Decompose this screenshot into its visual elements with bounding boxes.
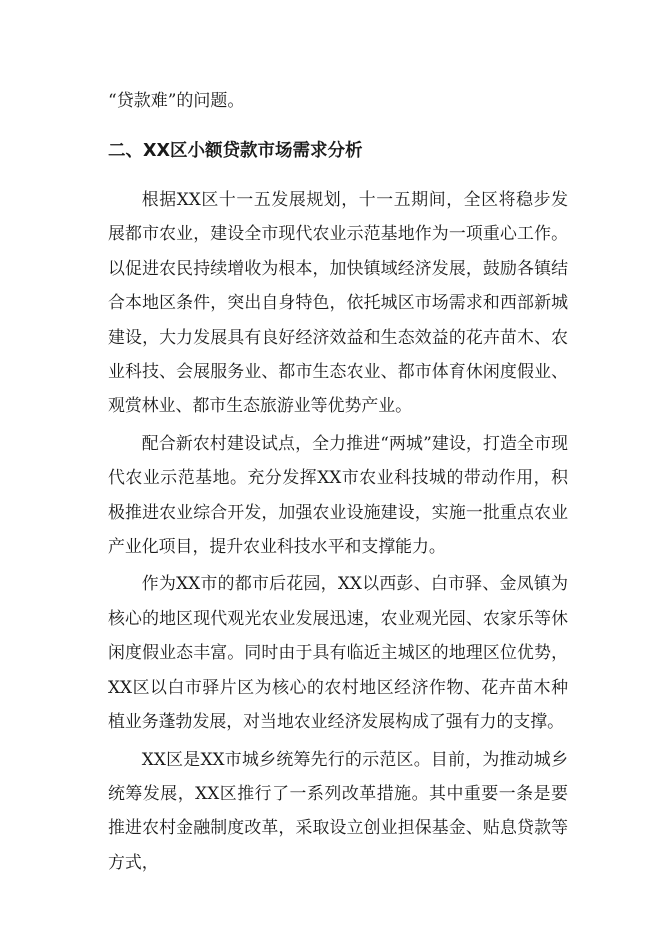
continuation-text: “贷款难”的问题。 — [108, 91, 245, 111]
section-heading: 二、XX区小额贷款市场需求分析 — [108, 141, 363, 161]
paragraph-3: 作为XX市的都市后花园，XX以西彭、白市驿、金凤镇为核心的地区现代观光农业发展迅速，农业观光园、农家乐等休闲度假业态丰富。同时由于具有临近主城区的地理区位优势，XX区以白市驿片区为核心的农村地区经济作物、花卉苗木种植业务蓬勃发展，对当地农业经济发展构成了强有力的支撑。 — [108, 573, 568, 732]
paragraph-2: 配合新农村建设试点，全力推进“两城”建设，打造全市现代农业示范基地。充分发挥XX市农业科技城的带动作用，积极推进农业综合开发，加强农业设施建设，实施一批重点农业产业化项目，提升农业科技水平和支撑能力。 — [108, 432, 568, 557]
paragraph-1: 根据XX区十一五发展规划，十一五期间，全区将稳步发展都市农业，建设全市现代农业示范基地作为一项重心工作。以促进农民持续增收为根本，加快镇域经济发展，鼓励各镇结合本地区条件，突出自身特色，依托城区市场需求和西部新城建设，大力发展具有良好经济效益和生态效益的花卉苗木、农业科技、会展服务业、都市生态农业、都市体育休闲度假业、观赏林业、都市生态旅游业等优势产业。 — [108, 189, 568, 416]
body-text — [108, 182, 568, 882]
paragraph-4: XX区是XX市城乡统筹先行的示范区。目前，为推动城乡统筹发展，XX区推行了一系列改革措施。其中重要一条是要推进农村金融制度改革，采取设立创业担保基金、贴息贷款等方式， — [108, 748, 568, 872]
